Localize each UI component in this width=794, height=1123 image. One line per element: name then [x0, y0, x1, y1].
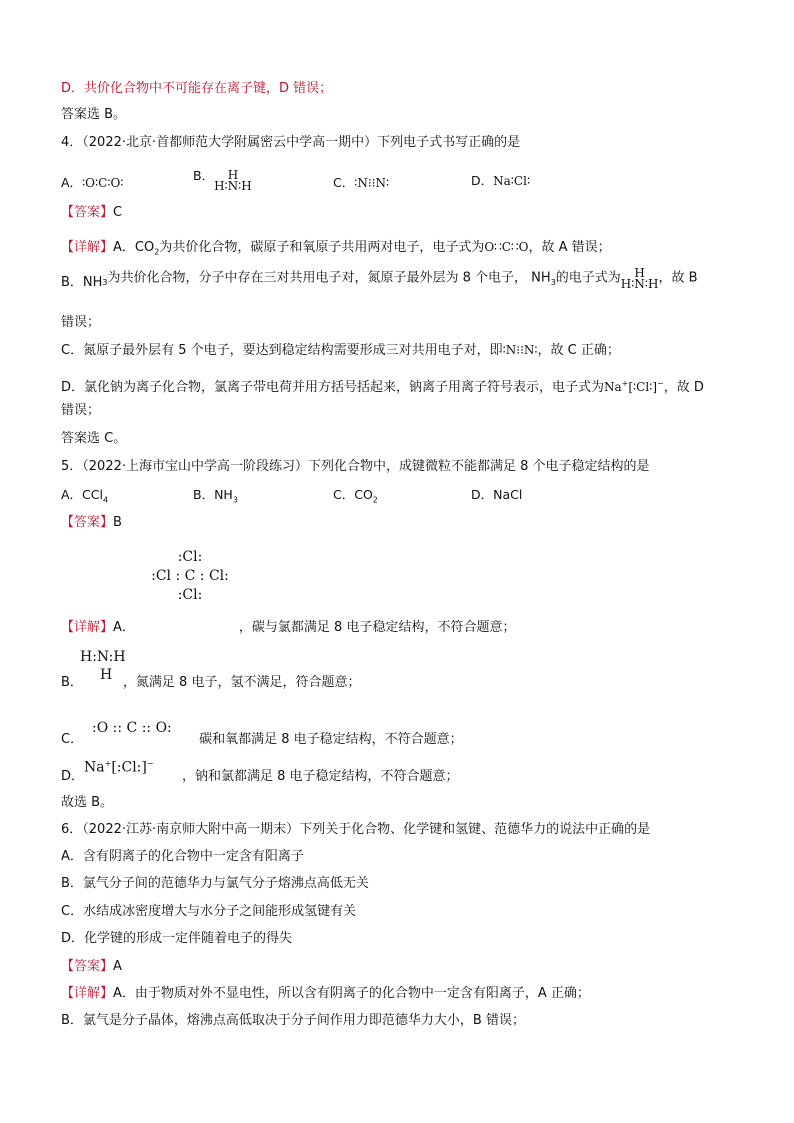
nh3-electron-formula: H H∶N∶H	[620, 266, 659, 291]
q5-nacl-electron-formula: Na+[:Cl:]−	[84, 759, 154, 776]
detail-tag: 【详解】	[61, 240, 114, 255]
detail-tag: 【详解】	[61, 620, 114, 635]
q4-option-d-formula: Na∶Cl∶	[493, 174, 531, 188]
q4-option-c-formula: ∶N⁝⁝N∶	[354, 176, 390, 190]
q5-detail-d: D． ，钠和氯都满足 8 电子稳定结构，不符合题意；	[61, 769, 459, 784]
q4-detail-b: B．$NH_3$为共价化合物，分子中存在三对共用电子对，氮原子最外层为 8 个电子， $NH_3$的电子式为 H H∶N∶H，故 B	[61, 266, 698, 291]
q4-option-b: B． H H∶N∶H	[193, 168, 252, 193]
q6-option-c: C．水结成冰密度增大与水分子之间能形成氢键有关	[61, 904, 357, 919]
q6-detail-a: 【详解】A．由于物质对外不显电性，所以含有阴离子的化合物中一定含有阳离子，A 正确；	[61, 986, 590, 1001]
q5-nh3-electron-formula: H:N:H H	[80, 649, 126, 683]
q3-option-d-explanation: D．共价化合物中不可能存在离子键，D 错误；	[61, 81, 333, 96]
q5-option-d: D．NaCl	[471, 487, 523, 502]
q4-detail-a: 【详解】A．$CO_2$为共价化合物，碳原子和氧原子共用两对电子，电子式为O∷C∷O，故 A 错误；	[61, 240, 611, 257]
q6-stem: 6．（2022·江苏·南京师大附中高一期末）下列关于化合物、化学键和氢键、范德华力的说法中正确的是	[61, 822, 651, 837]
q4-detail-d-cont: 错误；	[61, 403, 101, 418]
q5-detail-c: C． 碳和氧都满足 8 电子稳定结构，不符合题意；	[61, 732, 463, 747]
q5-answer: 【答案】B	[61, 515, 122, 530]
q4-final-answer: 答案选 C。	[61, 431, 127, 446]
answer-tag: 【答案】	[61, 205, 114, 220]
q4-option-a: A．∶O∶C∶O∶	[61, 175, 124, 190]
q5-option-c: C．$CO_2$	[333, 487, 378, 505]
q4-detail-c: C．氮原子最外层有 5 个电子，要达到稳定结构需要形成三对共用电子对，即∶N⁝⁝N∶，故 C 正确；	[61, 343, 620, 358]
q4-answer: 【答案】C	[61, 205, 123, 220]
answer-tag: 【答案】	[61, 959, 114, 974]
n2-electron-formula: ∶N⁝⁝N∶	[502, 343, 538, 357]
q4-option-a-formula: ∶O∶C∶O∶	[82, 176, 124, 190]
q4-option-d: D．Na∶Cl∶	[471, 173, 531, 188]
q6-option-b: B．氯气分子间的范德华力与氯气分子熔沸点高低无关	[61, 876, 369, 891]
q4-stem: 4．（2022·北京·首都师范大学附属密云中学高一期中）下列电子式书写正确的是	[61, 135, 521, 150]
q5-final-answer: 故选 B。	[61, 795, 114, 810]
q5-detail-b: B． ，氮满足 8 电子，氢不满足，符合题意；	[61, 675, 361, 690]
q5-option-b: B．$NH_3$	[193, 487, 238, 505]
q5-option-a: A．CCl$_4$	[61, 487, 109, 505]
q5-co2-electron-formula: :O :: C :: O:	[92, 720, 172, 736]
q6-option-a: A．含有阴离子的化合物中一定含有阳离子	[61, 849, 304, 864]
answer-tag: 【答案】	[61, 515, 114, 530]
q4-option-c: C．∶N⁝⁝N∶	[333, 175, 390, 190]
q6-option-d: D．化学键的形成一定伴随着电子的得失	[61, 931, 293, 946]
q4-detail-b-cont: 错误；	[61, 315, 101, 330]
q4-option-b-formula: H H∶N∶H	[214, 168, 252, 193]
q6-answer: 【答案】A	[61, 959, 122, 974]
q5-stem: 5．（2022·上海市宝山中学高一阶段练习）下列化合物中，成键微粒不能都满足 8 个电子稳定结构的是	[61, 459, 650, 474]
q4-detail-d: D．氯化钠为离子化合物，氯离子带电荷并用方括号括起来，钠离子用离子符号表示，电子式为Na+[∶Cl∶]−，故 D	[61, 379, 704, 395]
nacl-electron-formula: Na+[∶Cl∶]−	[604, 379, 664, 394]
co2-electron-formula: O∷C∷O	[484, 240, 529, 254]
ccl4-electron-formula: :Cl: :Cl : C : Cl: :Cl:	[151, 549, 229, 603]
detail-tag: 【详解】	[61, 986, 114, 1001]
q6-detail-b: B．氯气是分子晶体，熔沸点高低取决于分子间作用力即范德华力大小，B 错误；	[61, 1013, 525, 1028]
q3-answer: 答案选 B。	[61, 107, 127, 122]
q5-detail-a: 【详解】A． ，碳与氯都满足 8 电子稳定结构，不符合题意；	[61, 620, 516, 635]
